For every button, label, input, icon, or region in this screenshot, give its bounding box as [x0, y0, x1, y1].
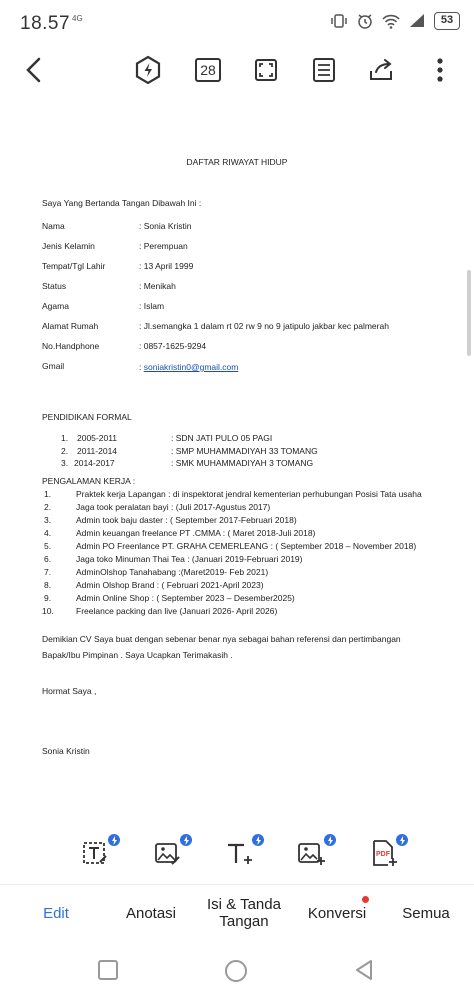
- add-image-tool[interactable]: [296, 838, 332, 874]
- field-label-gmail: Gmail: [42, 361, 65, 371]
- upgrade-badge: [252, 834, 264, 846]
- tab-fill-sign-line1: Isi & Tanda: [207, 896, 281, 913]
- experience-num: 4.: [44, 528, 52, 538]
- experience-num: 6.: [44, 554, 52, 564]
- share-icon: [368, 57, 396, 83]
- bottom-tabs: [0, 884, 474, 940]
- upgrade-badge: [324, 834, 336, 846]
- reader-icon: [311, 57, 337, 83]
- gmail-colon: :: [139, 362, 144, 372]
- tab-convert[interactable]: Konversi: [307, 904, 367, 922]
- email-link[interactable]: soniakristin0@gmail.com: [143, 362, 239, 372]
- experience-num: 9.: [44, 593, 52, 603]
- experience-text: Admin Olshop Brand : ( Februari 2021-April 2023): [76, 580, 264, 590]
- experience-num: 10.: [42, 606, 54, 616]
- back-icon: [23, 56, 45, 84]
- edit-text-tool[interactable]: [80, 838, 116, 874]
- more-button[interactable]: [422, 52, 458, 88]
- edit-text-icon: [80, 838, 110, 868]
- field-value-gmail: [139, 362, 238, 372]
- add-text-tool[interactable]: [224, 838, 260, 874]
- experience-text: Admin Online Shop : ( September 2023 – Desember2025): [76, 593, 295, 603]
- signal-icon: [408, 12, 426, 30]
- education-school: : SMK MUHAMMADIYAH 3 TOMANG: [171, 458, 314, 468]
- field-value-birth: : 13 April 1999: [139, 261, 194, 271]
- fullscreen-icon: [253, 57, 279, 83]
- lightning-icon: [133, 55, 163, 85]
- field-value-name: : Sonia Kristin: [139, 221, 192, 231]
- document-page[interactable]: [0, 100, 474, 820]
- vibrate-icon: [330, 12, 348, 30]
- field-label-name: Nama: [42, 221, 65, 231]
- experience-heading: PENGALAMAN KERJA :: [42, 476, 136, 486]
- education-years: 2011-2014: [77, 446, 118, 456]
- reader-mode-button[interactable]: [306, 52, 342, 88]
- education-num: 1.: [61, 433, 69, 443]
- notification-dot: [362, 896, 369, 903]
- experience-num: 2.: [44, 502, 52, 512]
- education-num: 3.: [61, 458, 69, 468]
- experience-num: 5.: [44, 541, 52, 551]
- tab-fill-sign-line2: Tangan: [219, 913, 269, 930]
- status-time: 18.57: [20, 13, 71, 34]
- experience-num: 7.: [44, 567, 52, 577]
- tab-fill-sign[interactable]: [196, 885, 292, 941]
- field-label-address: Alamat Rumah: [42, 321, 99, 331]
- experience-text: Admin PO Freenlance PT. GRAHA CEMERLEANG : ( September 2018 – November 2018): [76, 541, 417, 551]
- triangle-back-icon: [352, 958, 376, 982]
- experience-num: 1.: [44, 489, 52, 499]
- back-nav-button[interactable]: [352, 958, 380, 986]
- system-navbar: [0, 944, 474, 1000]
- svg-text:PDF: PDF: [376, 851, 390, 858]
- circle-icon: [223, 958, 249, 984]
- back-button[interactable]: [16, 52, 52, 88]
- network-type: 4G: [72, 14, 83, 23]
- experience-text: Freelance packing dan live (Januari 2026- April 2026): [76, 606, 278, 616]
- status-icons: [330, 12, 460, 30]
- square-icon: [96, 958, 120, 982]
- experience-num: 8.: [44, 580, 52, 590]
- wifi-icon: [382, 12, 400, 30]
- share-button[interactable]: [364, 52, 400, 88]
- intro-text: Saya Yang Bertanda Tangan Dibawah Ini :: [42, 198, 202, 208]
- field-value-status: : Menikah: [139, 281, 176, 291]
- home-button[interactable]: [223, 958, 251, 986]
- battery-icon: 53: [434, 12, 460, 30]
- add-text-icon: [224, 838, 254, 868]
- field-label-phone: No.Handphone: [42, 341, 100, 351]
- pdf-convert-tool[interactable]: [368, 838, 404, 874]
- tab-edit[interactable]: Edit: [43, 904, 69, 922]
- document-title: DAFTAR RIWAYAT HIDUP: [186, 157, 288, 167]
- fullscreen-button[interactable]: [248, 52, 284, 88]
- education-years: 2014-2017: [74, 458, 115, 468]
- education-num: 2.: [61, 446, 69, 456]
- upgrade-badge: [396, 834, 408, 846]
- field-value-address: : Jl.semangka 1 dalam rt 02 rw 9 no 9 jatipulo jakbar kec palmerah: [139, 321, 389, 331]
- education-years: 2005-2011: [77, 433, 118, 443]
- document-scrollbar[interactable]: [467, 270, 471, 356]
- field-value-gender: : Perempuan: [139, 241, 188, 251]
- field-label-religion: Agama: [42, 301, 69, 311]
- edit-tools-row: [0, 830, 474, 880]
- status-bar: [0, 0, 474, 48]
- education-school: : SMP MUHAMMADIYAH 33 TOMANG: [171, 446, 318, 456]
- tab-annotate[interactable]: Anotasi: [125, 904, 177, 922]
- education-heading: PENDIDIKAN FORMAL: [42, 412, 132, 422]
- education-school: : SDN JATI PULO 05 PAGI: [171, 433, 273, 443]
- alarm-icon: [356, 12, 374, 30]
- smart-tools-button[interactable]: [130, 52, 166, 88]
- field-label-birth: Tempat/Tgl Lahir: [42, 261, 106, 271]
- tab-all[interactable]: Semua: [402, 904, 450, 922]
- more-icon: [436, 57, 444, 83]
- add-image-icon: [296, 838, 326, 868]
- experience-text: AdminOlshop Tanahabang :(Maret2019- Feb 2021): [76, 567, 269, 577]
- recent-apps-button[interactable]: [96, 958, 124, 986]
- field-label-gender: Jenis Kelamin: [42, 241, 95, 251]
- page-number-button[interactable]: [190, 52, 226, 88]
- upgrade-badge: [180, 834, 192, 846]
- page-number-icon: 28: [195, 58, 221, 82]
- upgrade-badge: [108, 834, 120, 846]
- experience-text: Jaga toko Minuman Thai Tea : (Januari 2019-Februari 2019): [76, 554, 303, 564]
- experience-text: Praktek kerja Lapangan : di inspektorat jendral kementerian perhubungan Posisi Tata usaha: [76, 489, 422, 499]
- experience-text: Admin keuangan freelance PT .CMMA : ( Maret 2018-Juli 2018): [76, 528, 316, 538]
- regards-text: Hormat Saya ,: [42, 686, 97, 696]
- edit-image-tool[interactable]: [152, 838, 188, 874]
- closing-line-1: Demikian CV Saya buat dengan sebenar benar nya sebagai bahan referensi dan pertimbangan: [42, 634, 401, 644]
- experience-num: 3.: [44, 515, 52, 525]
- viewer-toolbar: [0, 48, 474, 92]
- edit-image-icon: [152, 838, 182, 868]
- field-value-phone: : 0857-1625-9294: [139, 341, 207, 351]
- pdf-convert-icon: [368, 838, 398, 868]
- field-label-status: Status: [42, 281, 67, 291]
- experience-text: Admin took baju daster : ( September 2017-Februari 2018): [76, 515, 297, 525]
- signature-name: Sonia Kristin: [42, 746, 90, 756]
- field-value-religion: : Islam: [139, 301, 165, 311]
- experience-text: Jaga took peralatan bayi : (Juli 2017-Agustus 2017): [76, 502, 271, 512]
- closing-line-2: Bapak/Ibu Pimpinan . Saya Ucapkan Terimakasih .: [42, 650, 233, 660]
